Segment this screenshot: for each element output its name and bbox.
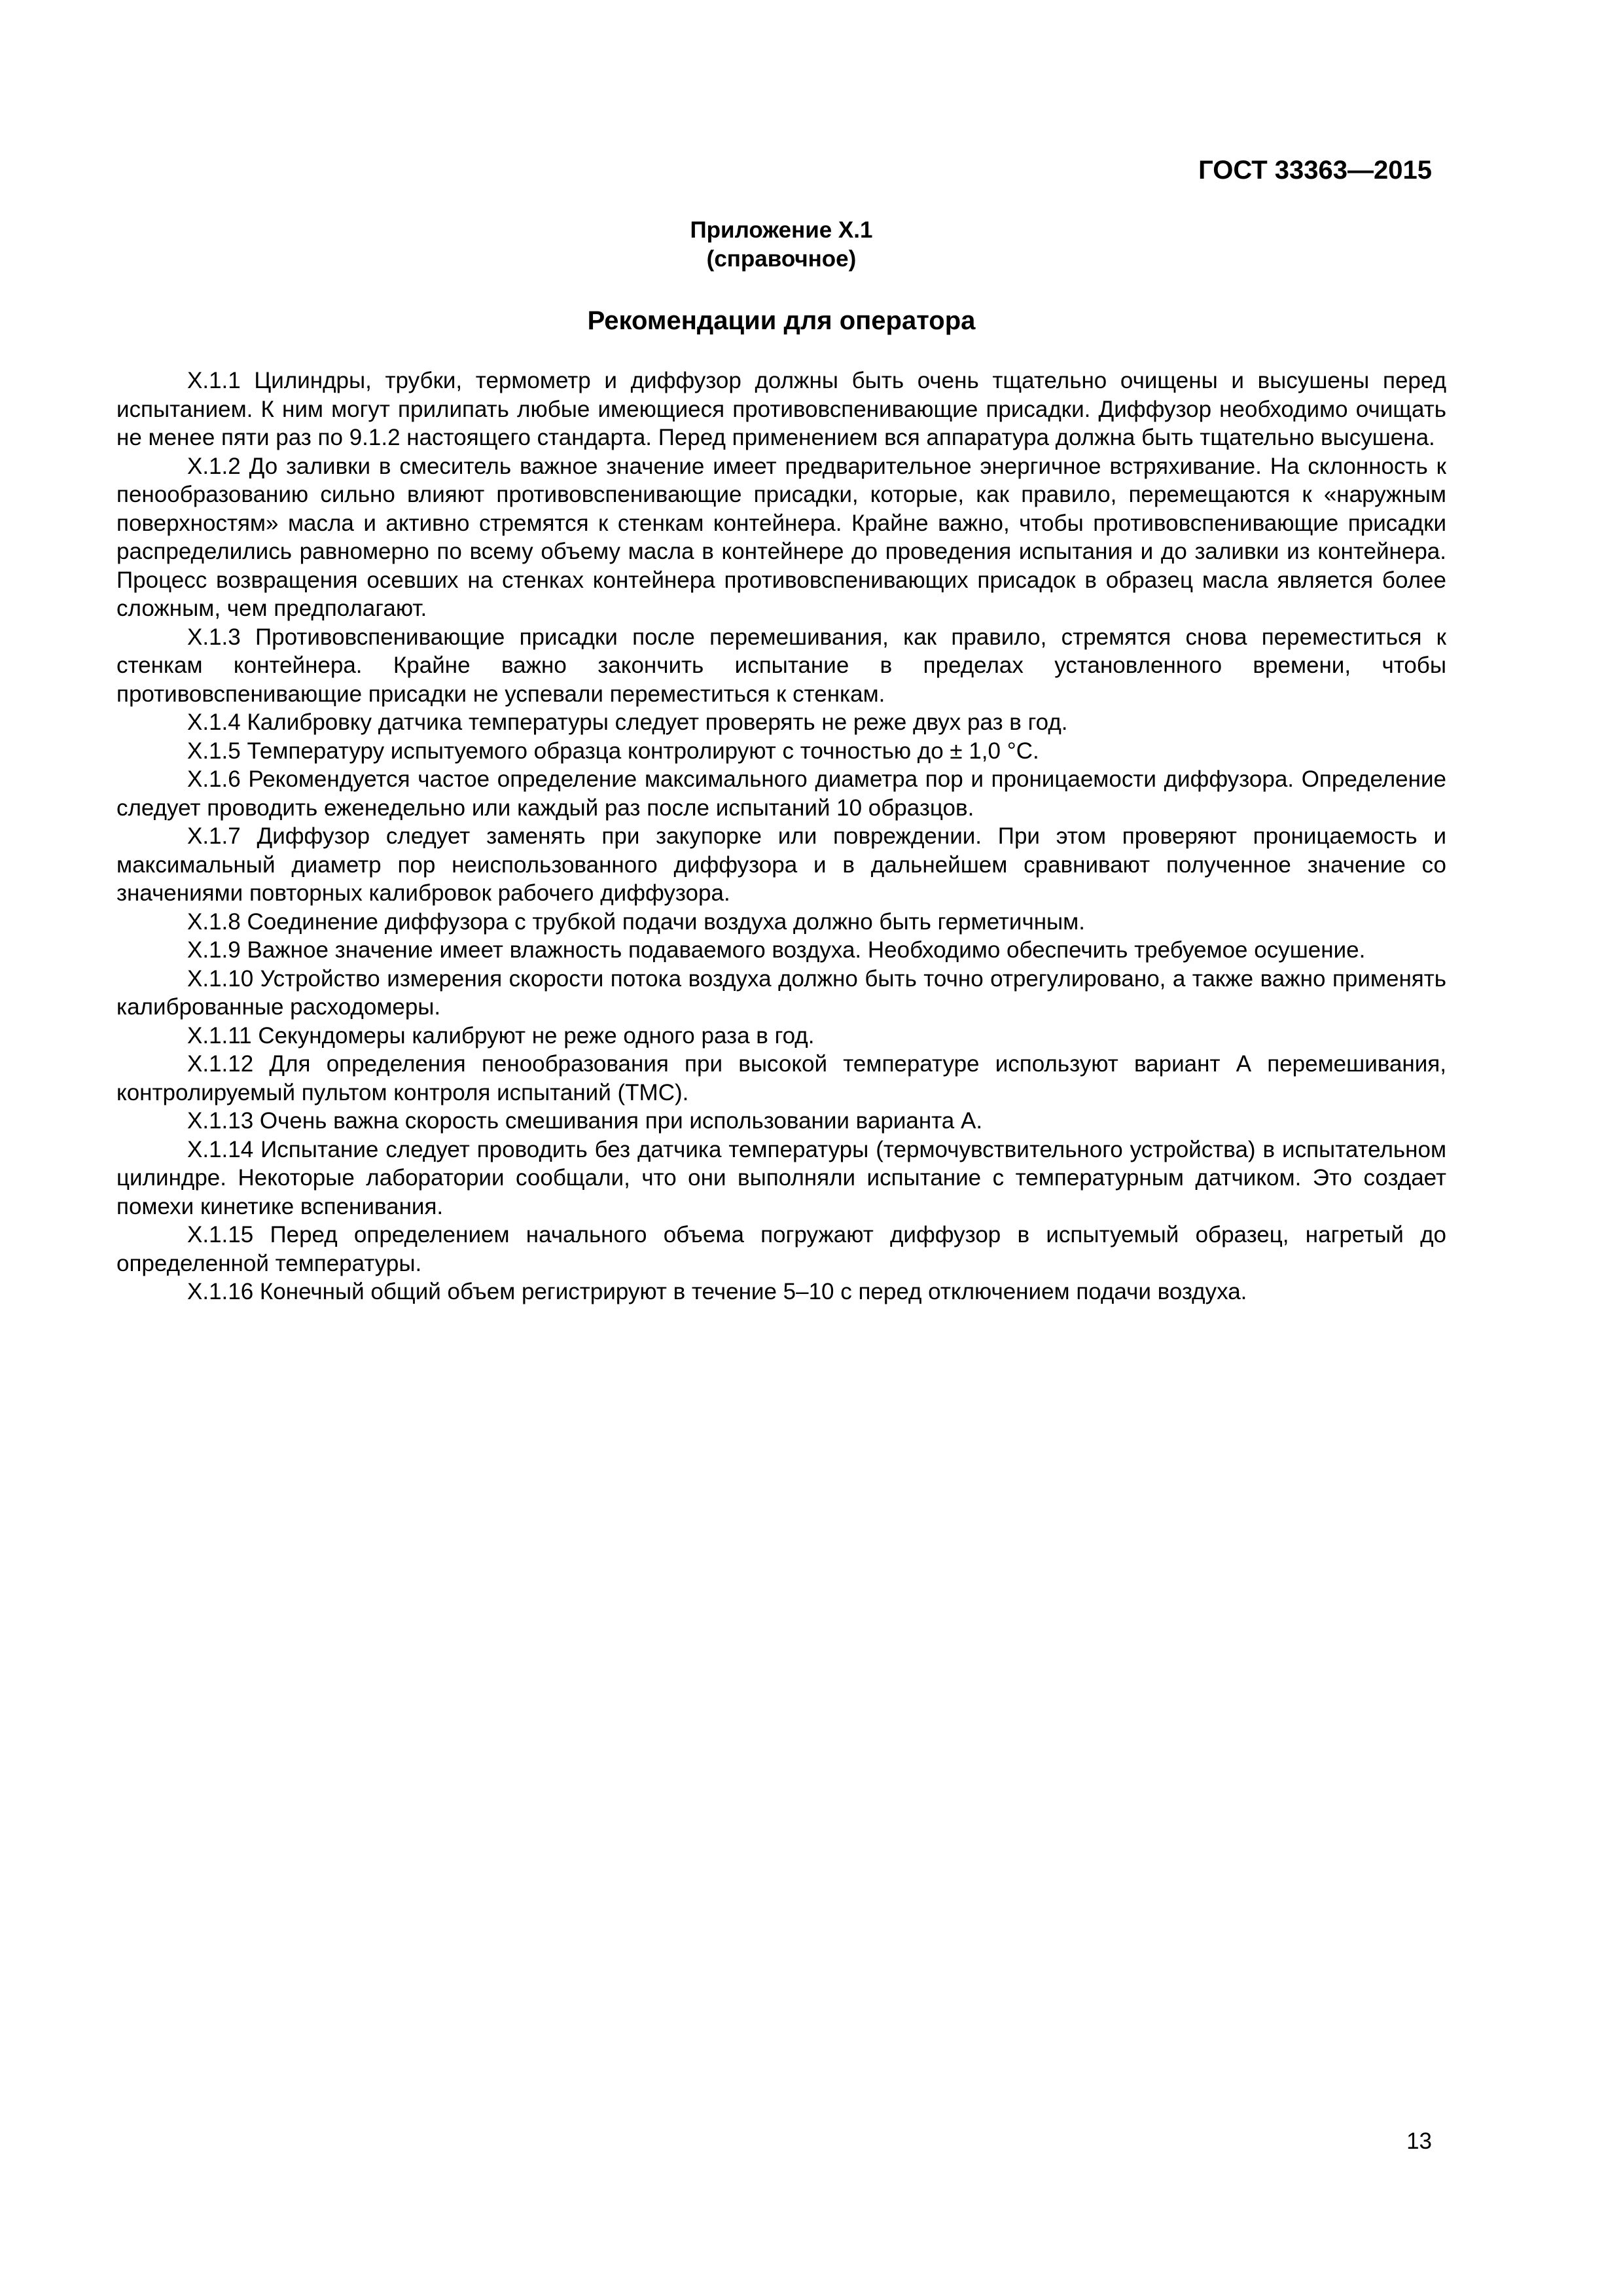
paragraph-x-1-10: Х.1.10 Устройство измерения скорости потока воздуха должно быть точно отрегулировано, а также важно применять калиброванные расходомеры.: [116, 965, 1446, 1020]
document-number: ГОСТ 33363—2015: [1198, 156, 1432, 185]
paragraph-x-1-16: Х.1.16 Конечный общий объем регистрируют в течение 5–10 с перед отключением подачи воздуха.: [187, 1279, 1247, 1304]
body-text: [116, 367, 1446, 1306]
paragraph-x-1-14: Х.1.14 Испытание следует проводить без датчика температуры (термочувствительного устройства) в испытательном цилиндре. Некоторые лаборатории сообщали, что они выполняли испытание с температурным датчиком. Это создает помехи кинетике вспенивания.: [116, 1136, 1446, 1219]
paragraph-x-1-9: Х.1.9 Важное значение имеет влажность подаваемого воздуха. Необходимо обеспечить требуемое осушение.: [187, 937, 1366, 963]
paragraph-x-1-13: Х.1.13 Очень важна скорость смешивания при использовании варианта А.: [187, 1108, 983, 1134]
paragraph-x-1-12: Х.1.12 Для определения пенообразования при высокой температуре используют вариант А перемешивания, контролируемый пультом контроля испытаний (ТМС).: [116, 1051, 1446, 1105]
paragraph-x-1-4: Х.1.4 Калибровку датчика температуры следует проверять не реже двух раз в год.: [187, 709, 1068, 735]
paragraph-x-1-11: Х.1.11 Секундомеры калибруют не реже одного раза в год.: [187, 1022, 815, 1049]
paragraph-x-1-7: Х.1.7 Диффузор следует заменять при закупорке или повреждении. При этом проверяют проницаемость и максимальный диаметр пор неиспользованного диффузора и в дальнейшем сравнивают полученное значение со значениями повторных калибровок рабочего диффузора.: [116, 823, 1446, 906]
paragraph-x-1-5: Х.1.5 Температуру испытуемого образца контролируют с точностью до ± 1,0 °С.: [187, 738, 1039, 764]
paragraph-x-1-1: Х.1.1 Цилиндры, трубки, термометр и диффузор должны быть очень тщательно очищены и высушены перед испытанием. К ним могут прилипать любые имеющиеся противовспенивающие присадки. Диффузор необходимо очищать не менее пяти раз по 9.1.2 настоящего стандарта. Перед применением вся аппаратура должна быть тщательно высушена.: [116, 368, 1446, 450]
paragraph-x-1-2: Х.1.2 До заливки в смеситель важное значение имеет предварительное энергичное встряхивание. На склонность к пенообразованию сильно влияют противовспенивающие присадки, которые, как правило, перемещаются к «наружным поверхностям» масла и активно стремятся к стенкам контейнера. Крайне важно, чтобы противовспенивающие присадки распределились равномерно по всему объему масла в контейнере до проведения испытания и до заливки из контейнера. Процесс возвращения осевших на стенках контейнера противовспенивающих присадок в образец масла является более сложным, чем предполагают.: [116, 453, 1446, 621]
annex-title-block: [116, 216, 1446, 274]
page-number: 13: [1406, 2128, 1432, 2154]
paragraph-x-1-3: Х.1.3 Противовспенивающие присадки после перемешивания, как правило, стремятся снова переместиться к стенкам контейнера. Крайне важно закончить испытание в пределах установленного времени, чтобы противовспенивающие присадки не успевали переместиться к стенкам.: [116, 624, 1446, 707]
annex-title: Приложение Х.1: [690, 217, 873, 243]
paragraph-x-1-15: Х.1.15 Перед определением начального объема погружают диффузор в испытуемый образец, нагретый до определенной температуры.: [116, 1222, 1446, 1276]
annex-subtitle: (справочное): [706, 246, 857, 272]
paragraph-x-1-8: Х.1.8 Соединение диффузора с трубкой подачи воздуха должно быть герметичным.: [187, 908, 1085, 935]
paragraph-x-1-6: Х.1.6 Рекомендуется частое определение максимального диаметра пор и проницаемости диффузора. Определение следует проводить еженедельно или каждый раз после испытаний 10 образцов.: [116, 766, 1446, 821]
section-heading: Рекомендации для оператора: [587, 306, 976, 335]
